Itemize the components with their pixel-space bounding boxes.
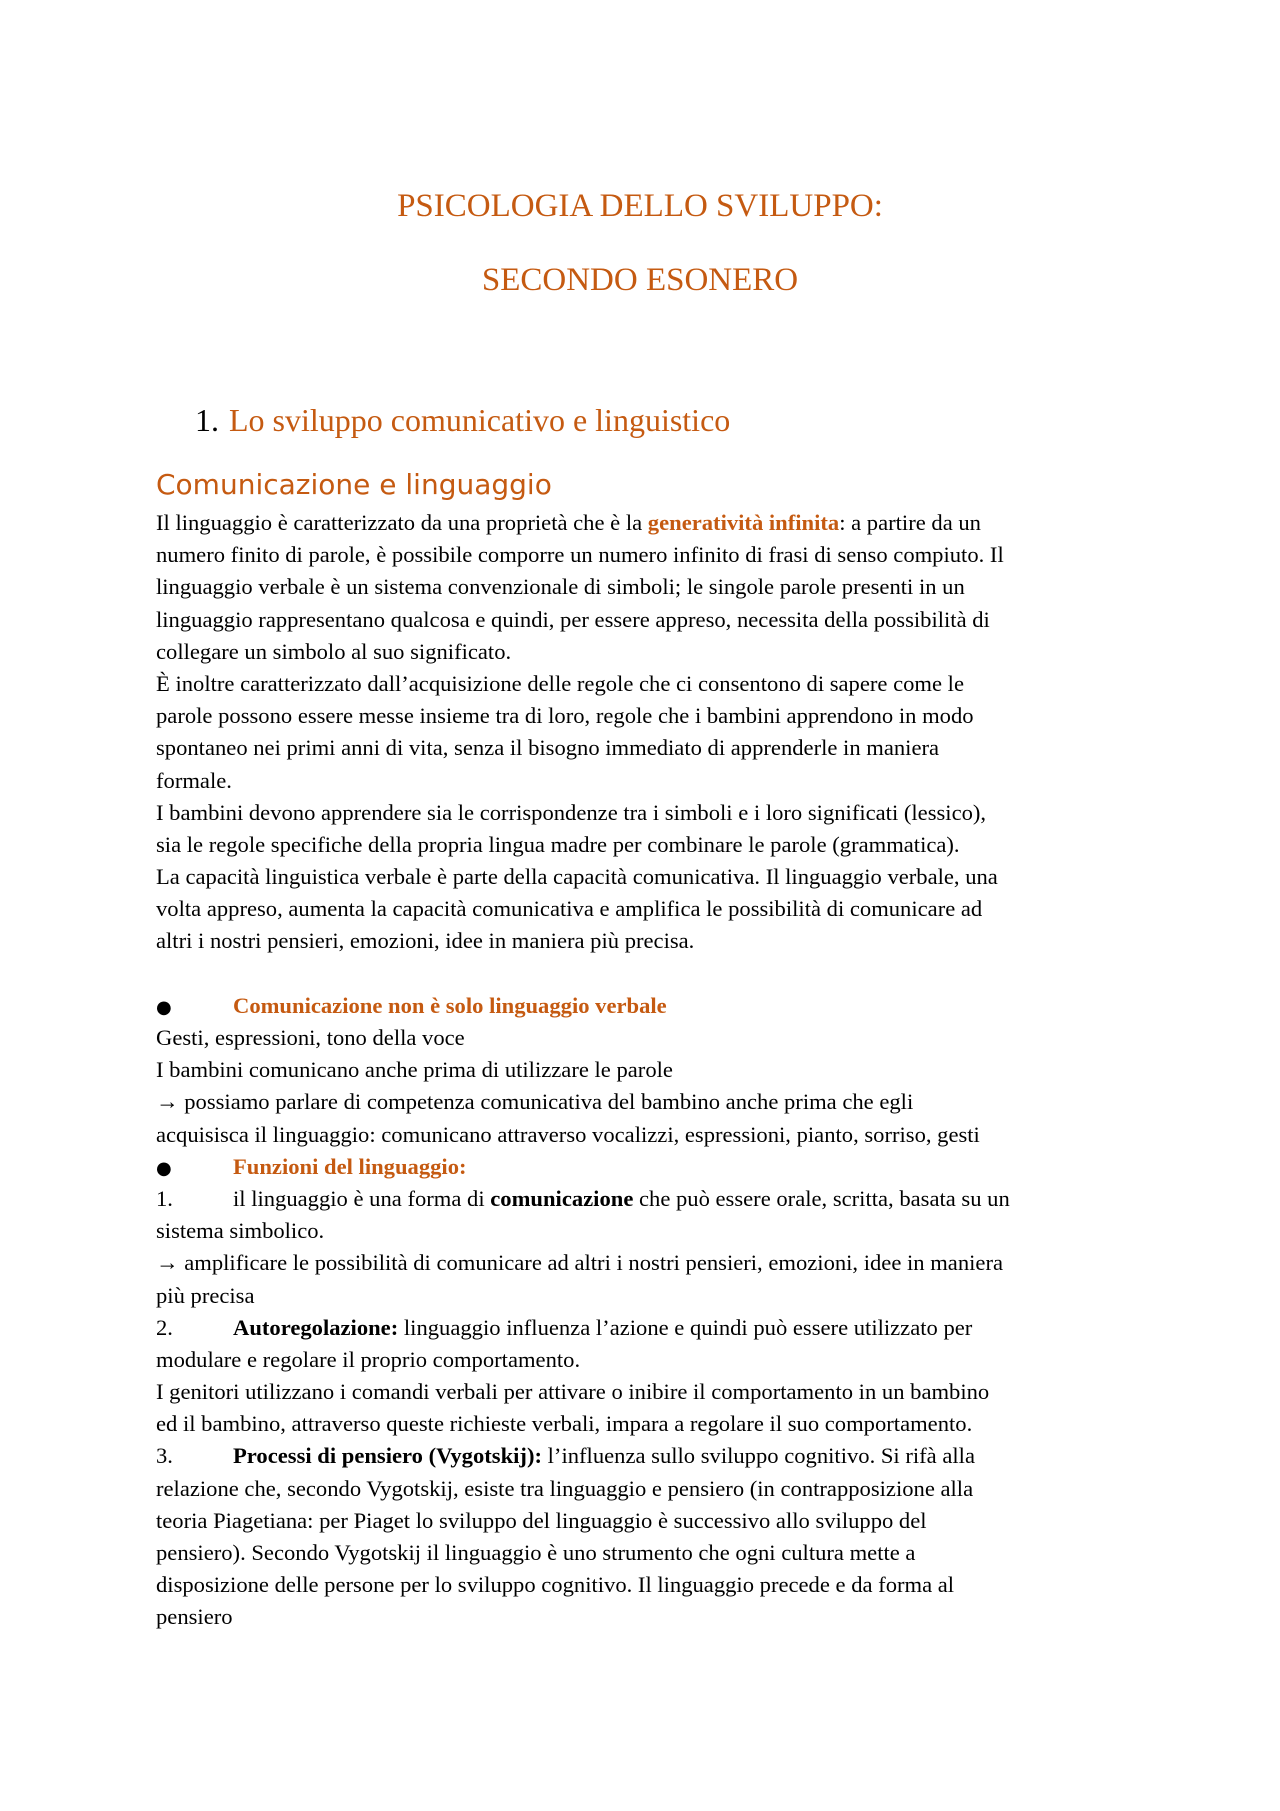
paragraph-line: pensiero). Secondo Vygotskij il linguaggio è uno strumento che ogni cultura mette a [156, 1540, 916, 1565]
paragraph-line: volta appreso, aumenta la capacità comunicativa e amplifica le possibilità di comunicare ad [156, 896, 983, 922]
list-number: 1. [156, 1185, 173, 1211]
paragraph-line: altri i nostri pensieri, emozioni, idee in maniera più precisa. [156, 928, 695, 954]
paragraph-line: ed il bambino, attraverso queste richieste verbali, impara a regolare il suo comportamento. [156, 1411, 973, 1437]
paragraph-line: più precisa [156, 1282, 255, 1308]
paragraph-line: Gesti, espressioni, tono della voce [156, 1025, 465, 1050]
paragraph-line: modulare e regolare il proprio comportamento. [156, 1346, 581, 1372]
paragraph-line: numero finito di parole, è possibile comporre un numero infinito di frasi di senso compiuto. Il [156, 542, 1004, 568]
chapter-heading [195, 400, 730, 440]
paragraph-line: È inoltre caratterizzato dall’acquisizione delle regole che ci consentono di sapere come le [156, 670, 964, 696]
paragraph-line: linguaggio verbale è un sistema convenzionale di simboli; le singole parole presenti in un [156, 574, 965, 600]
paragraph-line: pensiero [156, 1604, 233, 1630]
paragraph-line: La capacità linguistica verbale è parte della capacità comunicativa. Il linguaggio verbale, una [156, 864, 998, 890]
text-run: linguaggio influenza l’azione e quindi può essere utilizzato per [398, 1314, 973, 1340]
blank-line [156, 958, 1136, 990]
text-run: il linguaggio è una forma di [233, 1185, 491, 1211]
paragraph-line: disposizione delle persone per lo sviluppo cognitivo. Il linguaggio precede e da forma al [156, 1572, 955, 1598]
text-run: che può essere orale, scritta, basata su un [633, 1185, 1010, 1211]
paragraph-line: → possiamo parlare di competenza comunicativa del bambino anche prima che egli [156, 1089, 914, 1115]
bullet-heading-text: Comunicazione non è solo linguaggio verbale [233, 992, 667, 1018]
paragraph-line: spontaneo nei primi anni di vita, senza il bisogno immediato di apprenderle in maniera [156, 735, 940, 761]
bold-term: Processi di pensiero (Vygotskij): [233, 1443, 542, 1469]
document-title-line-1: PSICOLOGIA DELLO SVILUPPO: [397, 188, 883, 224]
paragraph-line: sistema simbolico. [156, 1218, 325, 1244]
bold-term: Autoregolazione: [233, 1314, 399, 1340]
bold-term: comunicazione [490, 1185, 634, 1211]
chapter-title: Lo sviluppo comunicativo e linguistico [229, 402, 731, 438]
paragraph-line: linguaggio rappresentano qualcosa e quindi, per essere appreso, necessita della possibilità di [156, 606, 990, 632]
document-body [156, 507, 1136, 1634]
paragraph-line: collegare un simbolo al suo significato. [156, 638, 512, 664]
list-number: 2. [156, 1314, 173, 1340]
section-heading: Comunicazione e linguaggio [156, 468, 552, 501]
paragraph-line: formale. [156, 767, 232, 793]
paragraph-line: I bambini comunicano anche prima di utilizzare le parole [156, 1057, 673, 1083]
paragraph-line: I bambini devono apprendere sia le corrispondenze tra i simboli e i loro significati (lessico), [156, 799, 987, 825]
list-item [156, 1440, 1136, 1472]
paragraph-line: relazione che, secondo Vygotskij, esiste tra linguaggio e pensiero (in contrapposizione alla [156, 1475, 974, 1501]
paragraph-line: teoria Piagetiana: per Piaget lo sviluppo del linguaggio è successivo allo sviluppo del [156, 1507, 927, 1533]
paragraph-line [156, 507, 1136, 539]
list-item [156, 1183, 1136, 1215]
paragraph-line: acquisisca il linguaggio: comunicano attraverso vocalizzi, espressioni, pianto, sorriso, gesti [156, 1121, 980, 1147]
chapter-number: 1. [195, 402, 219, 438]
paragraph-line: sia le regole specifiche della propria lingua madre per combinare le parole (grammatica). [156, 831, 960, 857]
paragraph-line: → amplificare le possibilità di comunicare ad altri i nostri pensieri, emozioni, idee in maniera [156, 1250, 1003, 1276]
bullet-heading [156, 990, 1136, 1022]
document-title-line-2: SECONDO ESONERO [481, 262, 799, 298]
text-run: : a partire da un [839, 510, 981, 535]
bullet-icon: ● [156, 996, 172, 1018]
bullet-heading-text: Funzioni del linguaggio: [233, 1153, 467, 1179]
list-number: 3. [156, 1443, 173, 1469]
paragraph-line: I genitori utilizzano i comandi verbali per attivare o inibire il comportamento in un bambino [156, 1379, 990, 1405]
bullet-icon: ● [156, 1157, 172, 1179]
highlighted-term: generatività infinita [647, 510, 840, 535]
list-item [156, 1312, 1136, 1344]
bullet-heading [156, 1151, 1136, 1183]
text-run: Il linguaggio è caratterizzato da una proprietà che è la [156, 510, 648, 535]
paragraph-line: parole possono essere messe insieme tra di loro, regole che i bambini apprendono in modo [156, 703, 974, 729]
text-run: l’influenza sullo sviluppo cognitivo. Si rifà alla [542, 1443, 975, 1469]
